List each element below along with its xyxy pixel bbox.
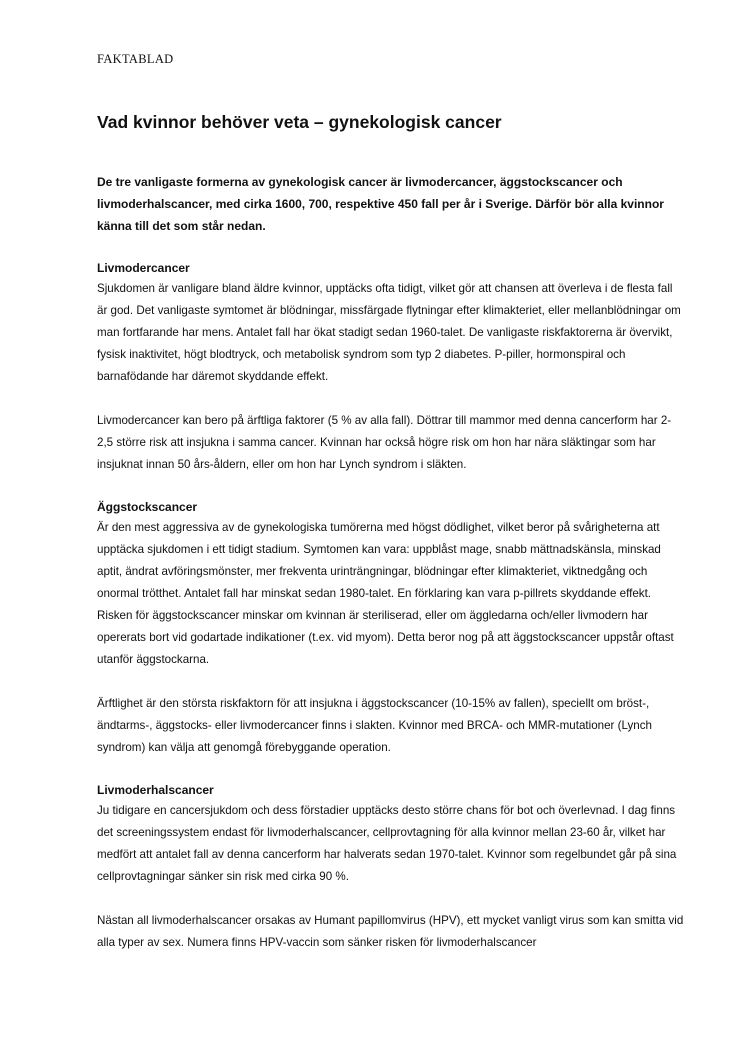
body-paragraph: Är den mest aggressiva av de gynekologiska tumörerna med högst dödlighet, vilket beror på svårigheterna att upptäcka sjukdomen i ett tidigt stadium. Symtomen kan vara: uppblåst mage, snabb mättnadskänsla, minskad aptit, ändrat avföringsmönster, mer frekventa urinträngningar, blödningar efter klimakteriet, viktnedgång och onormal trötthet. Antalet fall har minskat sedan 1980-talet. En förklaring kan vara p-pillrets skyddande effekt. Risken för äggstockscancer minskar om kvinnan är steriliserad, eller om äggledarna och/eller livmodern har opererats bort vid godartade indikationer (t.ex. vid myom). Detta beror nog på att äggstockscancer uppstår oftast utanför äggstockarna. [97,521,674,666]
body-paragraph: Sjukdomen är vanligare bland äldre kvinnor, upptäcks ofta tidigt, vilket gör att chansen att överleva i de flesta fall är god. Det vanligaste symtomet är blödningar, missfärgade flytningar efter klimakteriet, eller mellanblödningar om man fortfarande har mens. Antalet fall har ökat stadigt sedan 1960-talet. De vanligaste riskfaktorerna är övervikt, fysisk inaktivitet, högt blodtryck, och metabolisk syndrom som typ 2 diabetes. P-piller, hormonspiral och barnafödande har däremot skyddande effekt. [97,282,681,383]
document-title: Vad kvinnor behöver veta – gynekologisk cancer [97,112,502,132]
body-paragraph: Nästan all livmoderhalscancer orsakas av Humant papillomvirus (HPV), ett mycket vanligt virus som kan smitta vid alla typer av sex. Numera finns HPV-vaccin som sänker risken för livmoderhalscancer [97,914,684,949]
body-paragraph: Ärftlighet är den största riskfaktorn för att insjukna i äggstockscancer (10-15% av fallen), speciellt om bröst-, ändtarms-, äggstocks- eller livmodercancer finns i slakten. Kvinnor med BRCA- och MMR-mutationer (Lynch syndrom) kan välja att genomgå förebyggande operation. [97,697,652,754]
section-aggstockscancer [97,497,686,759]
section-livmodercancer [97,258,686,476]
section-livmoderhalscancer [97,780,686,954]
body-paragraph: Livmodercancer kan bero på ärftliga faktorer (5 % av alla fall). Döttrar till mammor med denna cancerform har 2-2,5 större risk att insjukna i samma cancer. Kvinnan har också högre risk om hon har nära släktingar som har insjuknat innan 50 års-åldern, eller om hon har Lynch syndrom i släkten. [97,414,672,471]
section-heading: Livmodercancer [97,261,190,275]
document-label: FAKTABLAD [97,52,174,66]
lead-paragraph: De tre vanligaste formerna av gynekologisk cancer är livmodercancer, äggstockscancer och livmoderhalscancer, med cirka 1600, 700, respektive 450 fall per år i Sverige. Därför bör alla kvinnor känna till det som står nedan. [97,175,664,233]
section-heading: Livmoderhalscancer [97,783,214,797]
section-heading: Äggstockscancer [97,500,198,514]
body-paragraph: Ju tidigare en cancersjukdom och dess förstadier upptäcks desto större chans för bot och överlevnad. I dag finns det screeningssystem endast för livmoderhalscancer, cellprovtagning för alla kvinnor mellan 23-60 år, vilket har medfört att antalet fall av denna cancerform har halverats sedan 1970-talet. Kvinnor som regelbundet går på sina cellprovtagningar sänker sin risk med cirka 90 %. [97,804,677,883]
